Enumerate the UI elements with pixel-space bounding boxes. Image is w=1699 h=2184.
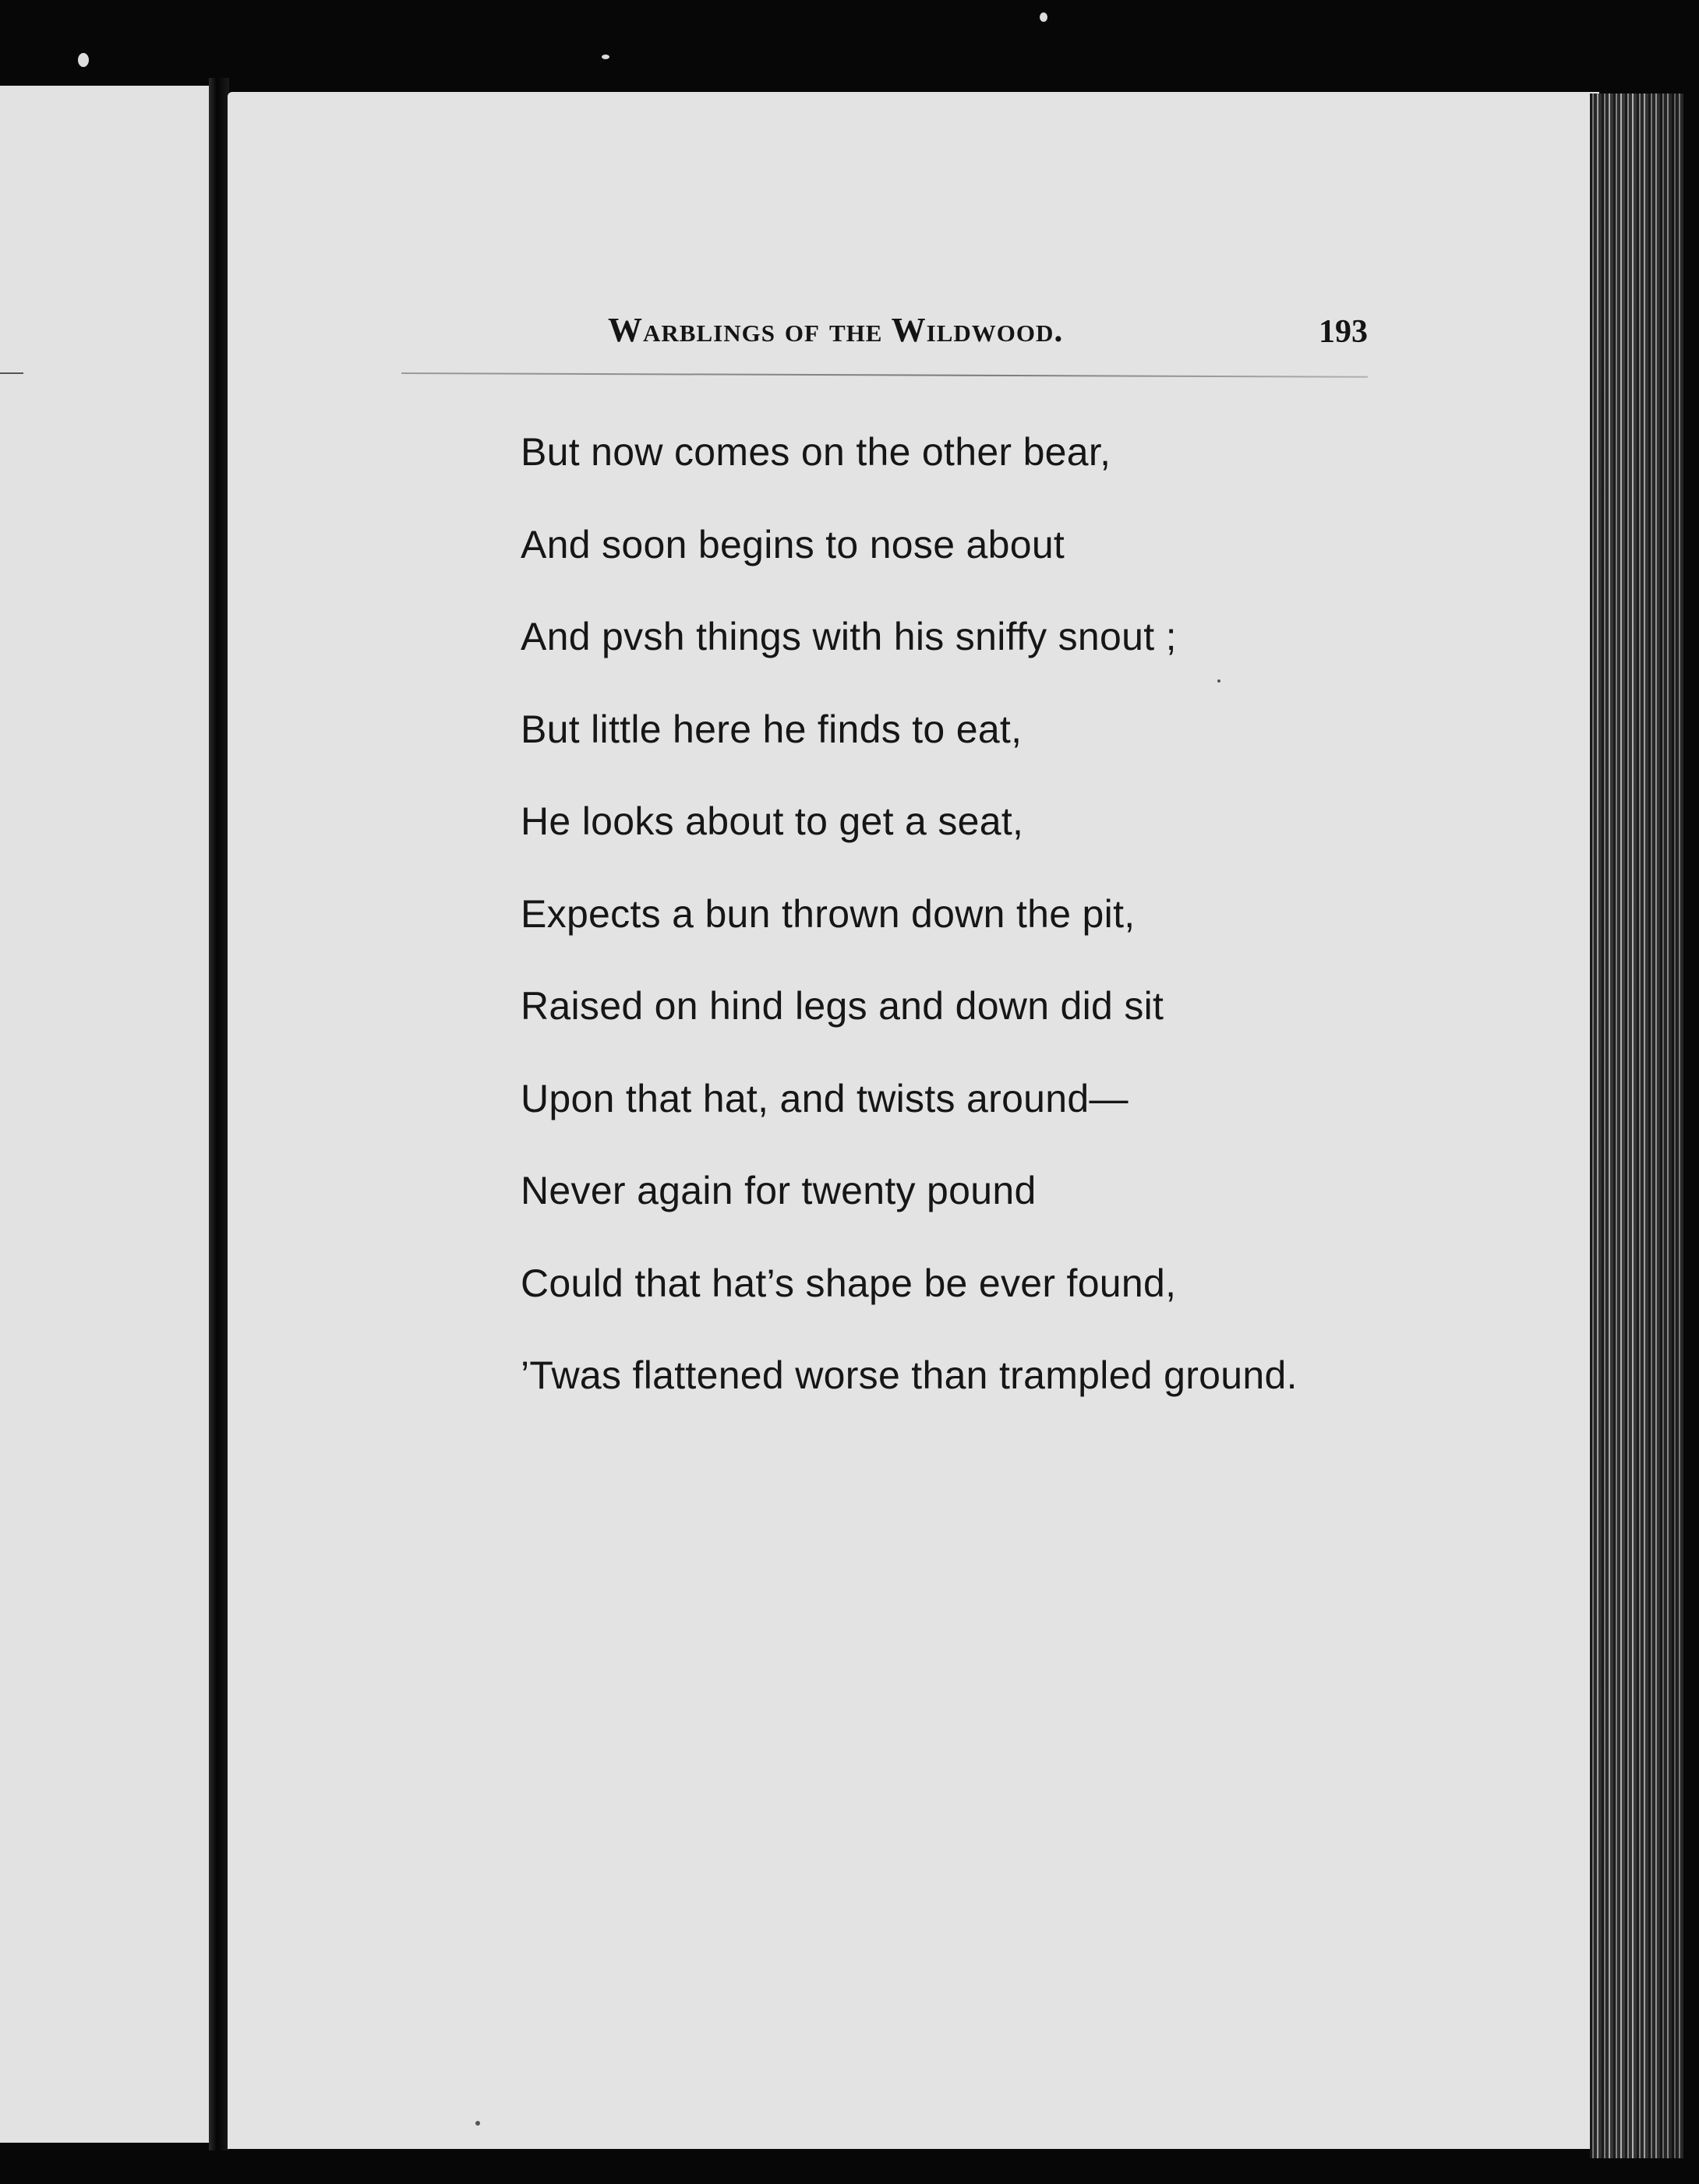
poem-line: But little here he finds to eat, <box>521 707 1023 751</box>
scan-speck <box>78 53 89 67</box>
poem-line: Expects a bun thrown down the pit, <box>521 891 1136 936</box>
poem-line: And pvsh things with his sniffy snout ; <box>521 615 1177 658</box>
scan-speck <box>475 2121 480 2126</box>
poem-line: And soon begins to nose about <box>521 522 1065 566</box>
scan-speck <box>602 55 609 59</box>
facing-page <box>0 86 212 2143</box>
book-gutter <box>209 78 229 2150</box>
running-header-title: Warblings of the Wildwood. <box>608 311 1064 349</box>
poem-line: Upon that hat, and twists around— <box>521 1076 1129 1120</box>
poem-line: He looks about to get a seat, <box>521 799 1024 843</box>
poem-line: Could that hat’s shape be ever found, <box>521 1261 1177 1305</box>
page-fore-edge-shading <box>1590 93 1683 2158</box>
poem-line: Raised on hind legs and down did sit <box>521 984 1164 1028</box>
poem-line: But now comes on the other bear, <box>521 430 1111 474</box>
poem-line: Never again for twenty pound <box>521 1169 1037 1212</box>
poem-line: ’Twas flattened worse than trampled ground. <box>521 1353 1298 1397</box>
poem-body <box>521 421 1565 1437</box>
scan-speck <box>1040 12 1047 22</box>
scan-speck <box>1217 679 1220 683</box>
facing-page-rule <box>0 372 23 374</box>
page-number: 193 <box>1319 314 1368 350</box>
